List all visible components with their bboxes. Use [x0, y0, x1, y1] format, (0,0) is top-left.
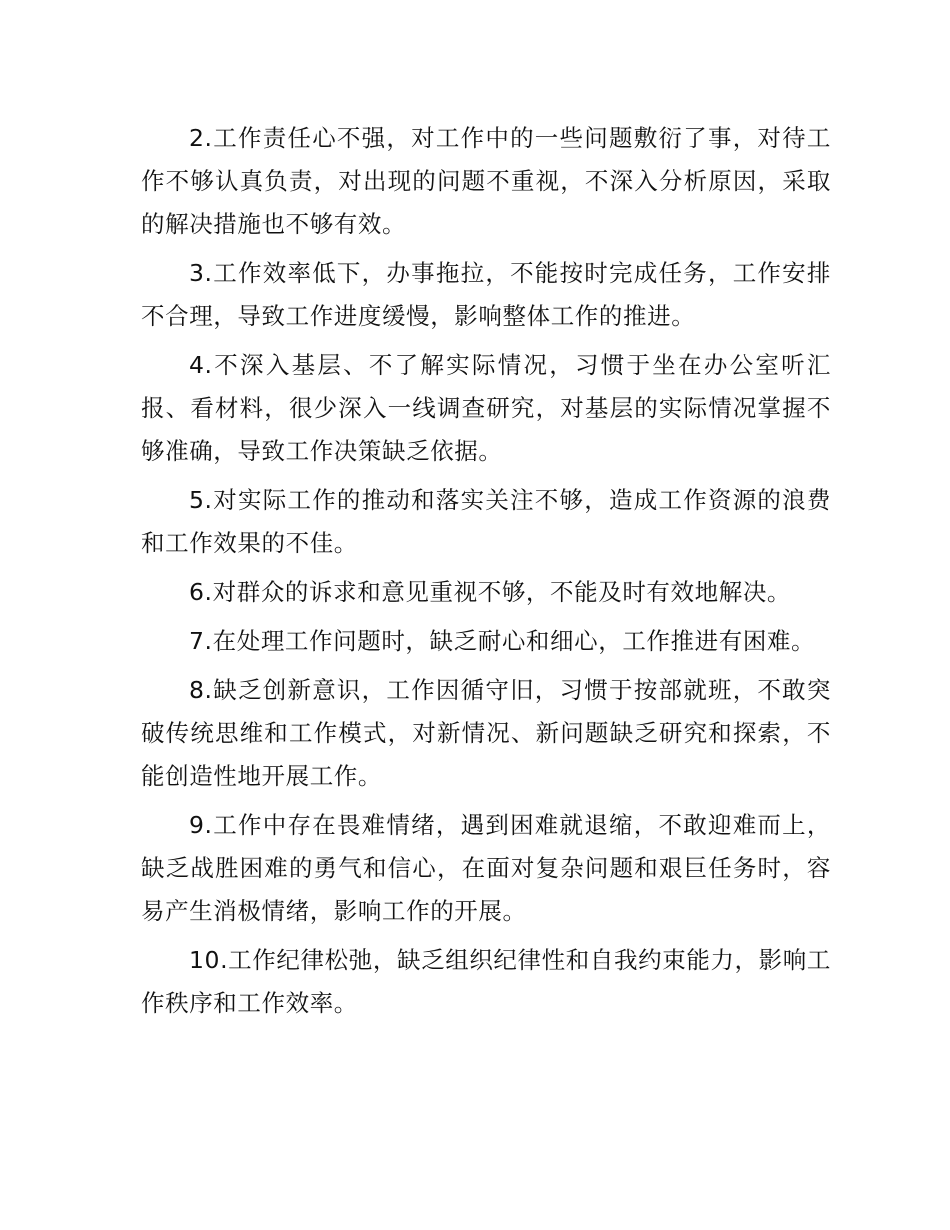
paragraph-item-10: 10.工作纪律松弛，缺乏组织纪律性和自我约束能力，影响工作秩序和工作效率。	[141, 946, 831, 1017]
paragraph-item-2: 2.工作责任心不强，对工作中的一些问题敷衍了事，对待工作不够认真负责，对出现的问题不重视，不深入分析原因，采取的解决措施也不够有效。	[141, 124, 831, 238]
paragraph-item-5: 5.对实际工作的推动和落实关注不够，造成工作资源的浪费和工作效果的不佳。	[141, 486, 831, 557]
document-body	[141, 117, 831, 1031]
paragraph-item-9: 9.工作中存在畏难情绪，遇到困难就退缩，不敢迎难而上，缺乏战胜困难的勇气和信心，在面对复杂问题和艰巨任务时，容易产生消极情绪，影响工作的开展。	[141, 811, 831, 925]
paragraph-item-6: 6.对群众的诉求和意见重视不够，不能及时有效地解决。	[189, 578, 792, 606]
paragraph-item-4: 4.不深入基层、不了解实际情况，习惯于坐在办公室听汇报、看材料，很少深入一线调查研究，对基层的实际情况掌握不够准确，导致工作决策缺乏依据。	[141, 351, 831, 465]
paragraph-item-7: 7.在处理工作问题时，缺乏耐心和细心，工作推进有困难。	[189, 627, 816, 655]
paragraph-item-8: 8.缺乏创新意识，工作因循守旧，习惯于按部就班，不敢突破传统思维和工作模式，对新情况、新问题缺乏研究和探索，不能创造性地开展工作。	[141, 676, 831, 790]
paragraph-item-3: 3.工作效率低下，办事拖拉，不能按时完成任务，工作安排不合理，导致工作进度缓慢，影响整体工作的推进。	[141, 259, 831, 330]
